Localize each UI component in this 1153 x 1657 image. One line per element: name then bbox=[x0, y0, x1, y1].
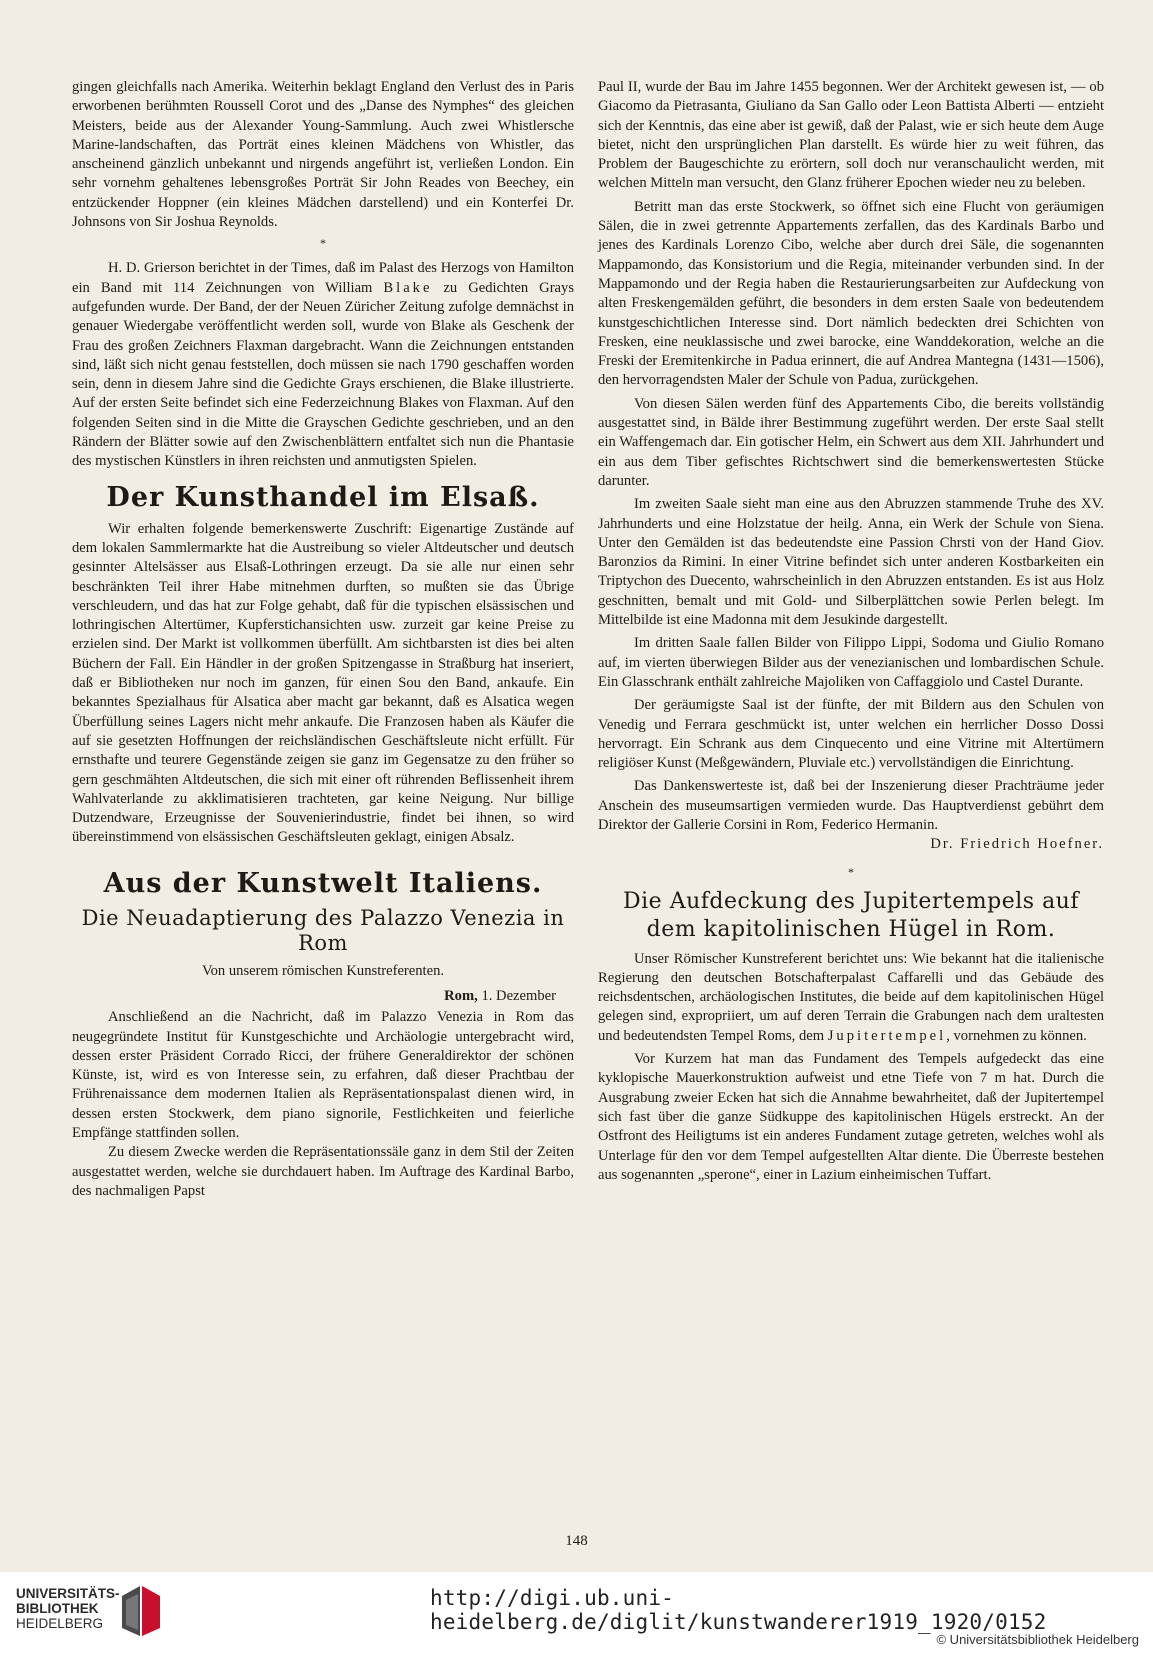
paragraph: Von diesen Sälen werden fünf des Appartements Cibo, die bereits vollständig ausgestattet sind, in Bälde ihrer Bestimmung zugeführt werden. Der erste Saal stellt ein Waffengemach dar. Ein gotischer Helm, ein Schwert aus dem XII. Jahrhundert und ein aus dem Tiber gefischtes Richtschwert sind die bemerkenswertesten Stücke darunter. bbox=[598, 395, 1104, 489]
section-separator: * bbox=[848, 864, 854, 879]
logo-line: BIBLIOTHEK bbox=[16, 1601, 99, 1616]
dateline-date: 1. Dezember bbox=[477, 987, 556, 1004]
spaced-name: Blake bbox=[383, 279, 433, 296]
library-logo-icon bbox=[118, 1582, 162, 1640]
footer-bar bbox=[0, 1572, 1153, 1657]
author-signature: Dr. Friedrich Hoefner. bbox=[930, 836, 1104, 853]
section-separator: * bbox=[320, 236, 326, 251]
paragraph: Im dritten Saale fallen Bilder von Filippo Lippi, Sodoma und Giulio Romano auf, im vierten überwiegen Bilder aus der venezianischen und lombardischen Schule. Ein Glasschrank enthält zahlreiche Majoliken von Caffaggiolo und Castel Durante. bbox=[598, 635, 1104, 690]
heading-kunstwelt-italiens: Aus der Kunstwelt Italiens. bbox=[103, 867, 543, 899]
text-run: , vornehmen zu können. bbox=[946, 1027, 1087, 1044]
logo-line: HEIDELBERG bbox=[16, 1616, 104, 1631]
paragraph: Das Dankenswerteste ist, daß bei der Inszenierung dieser Prachträume jeder Anschein des museumsartigen vermieden wurde. Das Hauptverdienst gebührt dem Direktor der Gallerie Corsini in Rom, Federico Hermanin. bbox=[598, 778, 1104, 833]
text-run: H. D. Grierson berichtet in der Times, daß im Palast des Herzogs von Hamilton ein Band mit 114 Zeichnungen von William bbox=[72, 260, 574, 296]
library-logo-text bbox=[16, 1586, 120, 1631]
text-run: zu Gedichten Grays aufgefunden wurde. Der Band, der der Neuen Züricher Zeitung zufolge demnächst in genauer Wiedergabe veröffentlicht werden soll, wurde von Blake als Geschenk der Frau des großen Zeichners Flaxman dargebracht. Wann die Zeichnungen entstanden sind, läßt sich nicht genau feststellen, doch müssen sie nach 1790 geschaffen worden sein, denn in diesem Jahre sind die Gedichte Grays erschienen, die Blake illustrierte. Auf der ersten Seite befindet sich eine Federzeichnung Blakes von Flaxman. Auf den folgenden Seiten sind in die Mitte die Grayschen Gedichte geschrieben, und an den Rändern der Blätter sowie auf den Zwischenblättern entfaltet sich nun die Phantasie des mystischen Künstlers in ihren reichsten und anmutigsten Spielen. bbox=[72, 279, 575, 470]
dateline-place: Rom, bbox=[444, 987, 478, 1004]
paragraph: Paul II, wurde der Bau im Jahre 1455 begonnen. Wer der Architekt gewesen ist, — ob Giacomo da Pietrasanta, Giuliano da San Gallo oder Leon Battista Alberti — entzieht sich der Kenntnis, das eine aber ist gewiß, daß der Palast, wie er sich heute dem Auge bietet, nicht den ursprünglichen Plan darstellt. Es würde hier zu weit führen, das Problem der Baugeschichte zu erörtern, soll doch nur veranschaulicht werden, mit welchen Mitteln man versucht, den Glanz früherer Epochen wieder neu zu beleben. bbox=[598, 79, 1104, 192]
paragraph: Im zweiten Saale sieht man eine aus den Abruzzen stammende Truhe des XV. Jahrhunderts und eine Holzstatue der heilg. Anna, ein Werk der Schule von Siena. Unter den Gemälden ist das bedeutendste eine Passion Chrsti von der Hand Giov. Baronzios da Rimini. In einer Vitrine befindet sich unter anderen Kostbarkeiten ein Triptychon des Duecento, wahrscheinlich in den Abruzzen entstanden. Es ist aus Holz geschnitten, bemalt und mit Gold- und Silberplättchen sowie Perlen belegt. Im Mittelbilde ist eine Madonna mit dem Jesukinde dargestellt. bbox=[598, 496, 1104, 629]
paragraph-jupiter bbox=[598, 950, 1104, 1046]
logo-line: UNIVERSITÄTS- bbox=[16, 1586, 120, 1601]
spaced-name: Jupitertempel bbox=[827, 1027, 947, 1044]
paragraph: Anschließend an die Nachricht, daß im Palazzo Venezia in Rom das neugegründete Institut für Kunstgeschichte und Archäologie untergebracht wird, dessen erster Präsident Corrado Ricci, der frühere Generaldirektor der schönen Künste, ist, wird es von Interesse sein, zu erfahren, daß dieser Prachtbau der Frührenaissance dem modernen Italien als Repräsentationspalast dienen wird, in dessen ersten Stockwerk, dem piano signorile, Festlichkeiten und feierliche Empfänge stattfinden sollen. bbox=[72, 1009, 574, 1142]
dateline bbox=[72, 987, 556, 1006]
right-column bbox=[598, 78, 1104, 1185]
byline: Von unserem römischen Kunstreferenten. bbox=[201, 962, 445, 979]
source-url-link[interactable]: http://digi.ub.uni-heidelberg.de/diglit/kunstwanderer1919_1920/0152 bbox=[430, 1586, 1047, 1634]
paragraph: Wir erhalten folgende bemerkenswerte Zuschrift: Eigenartige Zustände auf dem lokalen Sammlermarkte hat die Austreibung so vieler Altdeutscher und deutsch gesinnter Altelsässer aus Elsaß-Lothringen erzeugt. Da sie alle nur einen sehr beschränkten Teil ihrer Habe mitnehmen durften, so mußten sie das Übrige verschleudern, und das hat zur Folge gehabt, daß für die typischen elsässischen und lothringischen Altertümer, Kupferstichansichten usw. zurzeit gar keine Preise zu erzielen sind. Der Markt ist vollkommen überfüllt. Am sichtbarsten ist dies bei alten Büchern der Fall. Ein Händler in der großen Spitzengasse in Straßburg hat inseriert, daß er Bibliotheken nur noch im ganzen, für einen Sou den Band, ankaufe. Ein bekanntes Spezialhaus für Alsatica aber macht gar bekannt, daß es Alsatica wegen Überfüllung seines Lagers nicht mehr ankaufe. Die Franzosen haben als Käufer die auf sie gesetzten Hoffnungen der reichsländischen Geschäftsleute nicht erfüllt. Für ernsthafte und teurere Gegenstände zeigen sie ganz im Gegensatze zu den früher so gern geschmähten Altdeutschen, die sich mit einer oft rührenden Beflissenheit ihrem Wahlvaterlande zu akklimatisieren trachteten, gar keine Neigung. Nur billige Dutzendware, Erzeugnisse der Souvenierindustrie, findet bei ihnen, so wird übereinstimmend von elsässischen Geschäftsleuten geklagt, einigen Absalz. bbox=[72, 520, 574, 846]
heading-kunsthandel-elsass: Der Kunsthandel im Elsaß. bbox=[106, 481, 540, 513]
subheading-palazzo-venezia: Die Neuadaptierung des Palazzo Venezia in Rom bbox=[81, 905, 565, 955]
left-column bbox=[72, 78, 574, 1201]
text-run: Unser Römischer Kunstreferent berichtet uns: Wie bekannt hat die italienische Regierung den deutschen Botschafterpalast Caffarelli und das Gebäude des reichsdentschen, archäologischen Institutes, die beide auf dem kapitolinischen Hügel gelegen sind, expropriiert, um auf deren Terrain die Grabungen nach dem uraltesten und bedeutendsten Tempel Roms, dem bbox=[598, 950, 1104, 1044]
paragraph: Der geräumigste Saal ist der fünfte, der mit Bildern aus den Schulen von Venedig und Ferrara geschmückt ist, unter welchen ein herrlicher Dosso Dossi hervorragt. Ein Schrank aus dem Cinquecento und eine Vitrine mit Altertümern religiöser Kunst (Meßgewändern, Pluviale etc.) vervollständigen die Einrichtung. bbox=[598, 697, 1104, 772]
paragraph: Betritt man das erste Stockwerk, so öffnet sich eine Flucht von geräumigen Sälen, die in zwei getrennte Appartements zerfallen, das des Kardinals Barbo und jenes des Kardinals Lorenzo Cibo, welche aber durch drei Säle, die sogenannten Mappamondo, das Konsistorium und die Regia, miteinander verbunden sind. In der Mappamondo und der Regia haben die Restaurierungsarbeiten zur Aufdeckung von alten Freskengemälden geführt, die besonders in dem ersten Saale von bedeutendem kunstgeschichtlichen Interesse sind. Dort nämlich bedeckten drei Schichten von Fresken, eine neuklassische und zwei barocke, eine Wanddekoration, welche an die Freski der Eremitenkirche in Padua erinnert, die auf Andrea Mantegna (1431—1506), den hervorragendsten Maler der Schule von Padua, zurückgehen. bbox=[598, 198, 1104, 389]
paragraph-grierson bbox=[72, 259, 574, 471]
paragraph: Zu diesem Zwecke werden die Repräsentationssäle ganz in dem Stil der Zeiten ausgestattet werden, welche sie durchdauert haben. Im Auftrage des Kardinal Barbo, des nachmaligen Papst bbox=[72, 1144, 574, 1199]
copyright-notice: © Universitätsbibliothek Heidelberg bbox=[936, 1632, 1139, 1647]
paragraph: Vor Kurzem hat man das Fundament des Tempels aufgedeckt das eine kyklopische Mauerkonstruktion aufweist und etne Tiefe von 7 m hat. Durch die Ausgrabung zweier Ecken hat sich die Annahme bewahrheitet, daß der Jupitertempel sich fast über die ganze Südkuppe des kapitolinischen Hügels erstreckt. An der Ostfront des Heiligtums ist ein anderes Fundament zutage getreten, welches wohl als Unterlage für den vor dem Tempel aufgestellten Altar diente. Die Überreste bestehen aus sogenannten „sperone“, einer in Lazium einheimischen Tuffart. bbox=[598, 1051, 1104, 1183]
paragraph: gingen gleichfalls nach Amerika. Weiterhin beklagt England den Verlust des in Paris erworbenen berühmten Roussell Corot und des „Danse des Nymphes“ des gleichen Meisters, beide aus der Alexander Young-Sammlung. Auch zwei Whistlersche Marine-landschaften, das Porträt eines kleinen Mädchens von Whistler, das anscheinend gänzlich unbekannt und nirgends angeführt ist, verließen London. Ein sehr vornehm gehaltenes lebensgroßes Porträt Sir John Reades von Beechey, ein entzückender Hoppner (ein kleines Mädchen darstellend) und ein Konterfei Dr. Johnsons von Sir Joshua Reynolds. bbox=[72, 79, 574, 231]
page-number: 148 bbox=[565, 1533, 588, 1549]
heading-jupitertempel: Die Aufdeckung des Jupitertempels auf dem kapitolinischen Hügel in Rom. bbox=[623, 888, 1079, 942]
